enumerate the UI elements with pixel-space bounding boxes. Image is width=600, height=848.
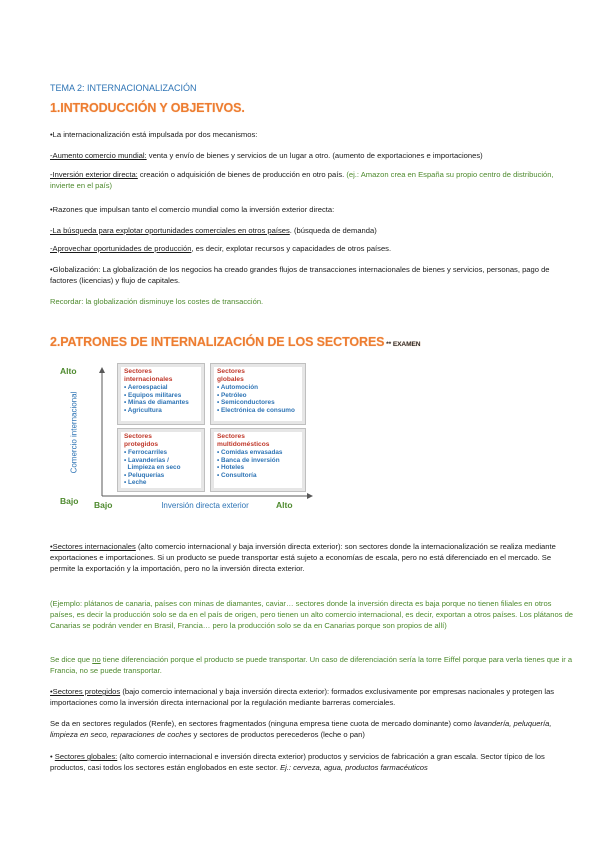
sectores-regulados-paragraph	[50, 718, 575, 740]
box-sectores-protegidos	[117, 428, 205, 492]
box-title: multidomésticos	[217, 440, 270, 448]
underlined-term: -Inversión exterior directa:	[50, 170, 138, 179]
box-sectores-globales	[210, 363, 306, 425]
box-item: • Aeroespacial	[124, 384, 168, 391]
paragraph-text: (alto comercio internacional y baja inversión directa exterior): son sectores donde la internacionalización se realiza mediante exportaciones e importaciones. Si un producto se puede transportar está sujeto a economías de escala, pero no está diferenciado en el mercado. Se permite la exportación y la importación, pero no la inversión directa exterior.	[50, 542, 556, 573]
intro-paragraph-7: •Globalización: La globalización de los negocios ha creado grandes flujos de transacciones internacionales de bienes y servicios, personas, pago de factores (licencias) y flujo de capitales.	[50, 265, 550, 285]
box-item-list	[217, 449, 282, 479]
box-title: Sectores	[217, 368, 245, 375]
underlined-word: no	[92, 655, 101, 664]
box-item: • Petróleo	[217, 391, 247, 399]
paragraph-text: . (búsqueda de demanda)	[289, 226, 377, 235]
paragraph-text: (alto comercio internacional e inversión directa exterior) productos y servicios de fabricación a gran escala. Sector típico de los productos, casi todos los sectores están englobados en este sector.	[50, 752, 545, 772]
box-item: • Automoción	[217, 384, 259, 391]
y-axis-high-label: Alto	[60, 366, 77, 376]
section2-heading	[50, 335, 420, 349]
example-paragraph: (Ejemplo: plátanos de canaria, países con minas de diamantes, caviar… sectores donde la inversión directa es baja porque no tienen filiales en otros países, es decir la producción solo se da en el país de origen, pero tienen un alto comercio internacional, es decir, exportan a otros países. Los plátanos de Canarias se podrán vender en Brasil, Francia… pero la producción solo se da en Canarias porque son propios de allí)	[50, 599, 574, 630]
box-item: • Hoteles	[217, 464, 245, 472]
box-item: • Agricultura	[124, 406, 162, 414]
paragraph-text: (bajo comercio internacional y baja inversión directa exterior): formados exclusivamente por empresas nacionales y protegen las importaciones como la inversión directa internacional por la regulación mediante barreras comerciales.	[50, 687, 555, 707]
box-item: • Consultoría	[217, 471, 257, 479]
underlined-term: -Aprovechar oportunidades de producción	[50, 244, 192, 253]
underlined-term: -Aumento comercio mundial:	[50, 151, 147, 160]
box-item: • Peluquerías	[124, 471, 165, 479]
section2-heading-text: 2.PATRONES DE INTERNALIZACIÓN DE LOS SECTORES	[50, 335, 385, 349]
box-item-list	[124, 449, 180, 487]
section1-heading: 1.INTRODUCCIÓN Y OBJETIVOS.	[50, 101, 245, 115]
box-sectores-internacionales	[117, 363, 205, 425]
x-axis-title: Inversión directa exterior	[161, 501, 249, 510]
sectores-protegidos-paragraph	[50, 686, 575, 708]
sectores-globales-paragraph	[50, 751, 575, 773]
differentiation-paragraph	[50, 654, 575, 676]
box-title: Sectores	[124, 433, 152, 440]
paragraph-text: Se dice que	[50, 655, 93, 664]
underlined-term: •Sectores protegidos	[50, 687, 121, 696]
italic-examples: lavandería, peluquería, limpieza en seco, reparaciones de coches	[50, 719, 552, 739]
box-item: • Electrónica de consumo	[217, 406, 295, 414]
italic-examples: Ej.: cerveza, agua, productos farmacéuticos	[280, 763, 428, 772]
underlined-term: •Sectores internacionales	[50, 542, 136, 551]
box-title: protegidos	[124, 440, 159, 448]
box-title: globales	[217, 375, 244, 383]
paragraph-text: venta y envío de bienes y servicios de un lugar a otro. (aumento de exportaciones e importaciones)	[146, 151, 483, 160]
underlined-term: Sectores globales:	[54, 752, 118, 761]
box-item: • Comidas envasadas	[217, 449, 283, 456]
intro-reminder: Recordar: la globalización disminuye los costes de transacción.	[50, 297, 264, 306]
paragraph-text: y sectores de productos perecederos (leche o pan)	[191, 730, 365, 739]
box-title: Sectores	[124, 368, 152, 375]
box-title: internacionales	[124, 375, 173, 383]
box-item-list	[217, 384, 295, 414]
intro-paragraph-6	[50, 243, 575, 254]
box-item: • Ferrocarriles	[124, 449, 168, 456]
box-item: • Leche	[124, 479, 147, 487]
sectores-internacionales-paragraph	[50, 541, 575, 574]
intro-paragraph-3	[50, 169, 575, 191]
paragraph-text: , es decir, explotar recursos y capacidades de otros países.	[191, 244, 392, 253]
box-item: • Equipos militares	[124, 391, 182, 399]
intro-paragraph-1: •La internacionalización está impulsada por dos mecanismos:	[50, 130, 258, 139]
green-note: (ej.: Amazon crea en España su propio centro de distribución, invierte en el país)	[50, 170, 554, 190]
intro-paragraph-5	[50, 225, 575, 236]
y-axis-title: Comercio internacional	[69, 391, 79, 474]
box-item: Limpieza en seco	[124, 464, 181, 472]
box-sectores-multidomesticos	[210, 428, 306, 492]
intro-paragraph-2	[50, 150, 575, 161]
box-item-list	[124, 384, 189, 414]
paragraph-text: creación o adquisición de bienes de producción en otro país.	[137, 170, 347, 179]
paragraph-text: tiene diferenciación porque el producto se puede transportar. Un caso de diferenciación sería la torre Eiffel porque para verla tienes que ir a Francia, no se puede transportar.	[50, 655, 573, 675]
underlined-term: -La búsqueda para explotar oportunidades comerciales en otros países	[50, 226, 290, 235]
box-item: • Semiconductores	[217, 399, 275, 407]
paragraph-text: Se da en sectores regulados (Renfe), en sectores fragmentados (ninguna empresa tiene cuota de mercado dominante) como	[50, 719, 474, 728]
intro-paragraph-4: •Razones que impulsan tanto el comercio mundial como la inversión exterior directa:	[50, 205, 335, 214]
x-axis-high-label: Alto	[276, 500, 293, 510]
box-item: • Lavanderías /	[124, 456, 169, 464]
tema-title: TEMA 2: INTERNACIONALIZACIÓN	[50, 83, 197, 93]
y-axis-low-label: Bajo	[60, 496, 79, 506]
sector-matrix-diagram	[60, 362, 320, 522]
x-axis-low-label: Bajo	[94, 500, 113, 510]
box-item: • Banca de inversión	[217, 456, 280, 464]
box-item: • Minas de diamantes	[124, 399, 189, 407]
paragraph-text: •	[50, 752, 55, 761]
exam-note: ** EXAMEN	[384, 341, 421, 348]
box-title: Sectores	[217, 433, 245, 440]
